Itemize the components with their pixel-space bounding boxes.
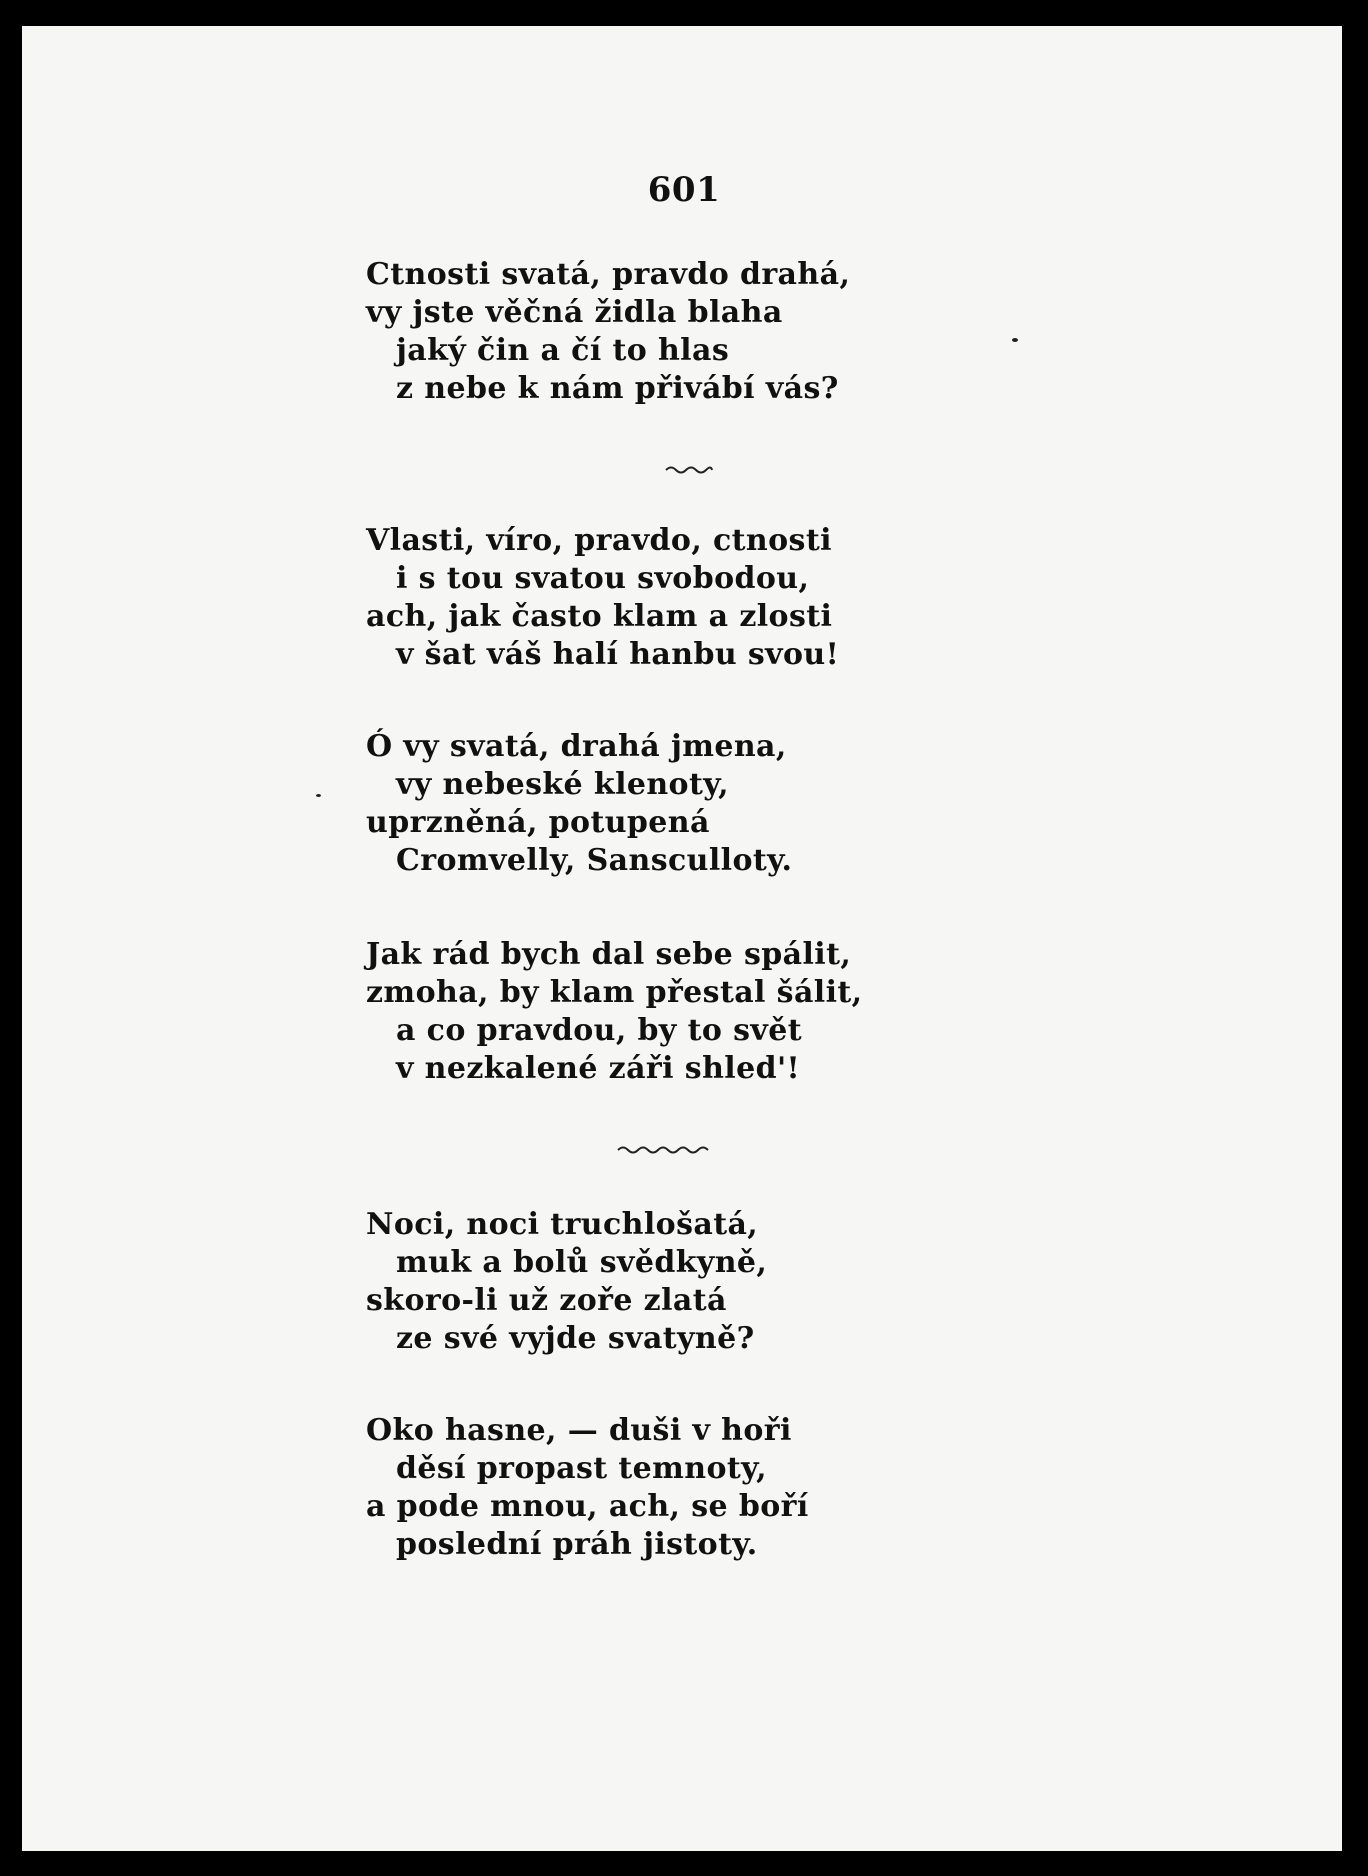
poem-line: uprzněná, potupená: [366, 805, 710, 840]
poem-line: Ctnosti svatá, pravdo drahá,: [366, 257, 851, 292]
poem-line: Jak rád bych dal sebe spálit,: [366, 937, 852, 972]
poem-line: vy jste věčná židla blaha: [366, 295, 783, 330]
poem-line: Cromvelly, Sansculloty.: [396, 843, 793, 878]
poem-line: zmoha, by klam přestal šálit,: [366, 975, 863, 1010]
scan-speck: [316, 794, 321, 797]
poem-line: vy nebeské klenoty,: [396, 767, 730, 802]
poem-line: a pode mnou, ach, se boří: [366, 1489, 809, 1524]
poem-line: v nezkalené záři shled'!: [396, 1051, 801, 1086]
poem-line: skoro-li už zoře zlatá: [366, 1283, 727, 1318]
poem-line: Oko hasne, — duši v hoři: [366, 1413, 792, 1448]
poem-line: muk a bolů svědkyně,: [396, 1245, 768, 1280]
poem-line: Noci, noci truchlošatá,: [366, 1207, 759, 1242]
poem-line: ze své vyjde svatyně?: [396, 1321, 755, 1356]
ornamental-divider: [664, 464, 714, 476]
poem-line: v šat váš halí hanbu svou!: [396, 637, 840, 672]
stanza-1: [366, 256, 850, 408]
poem-line: ach, jak často klam a zlosti: [366, 599, 833, 634]
stanza-2: [366, 522, 839, 674]
poem-line: i s tou svatou svobodou,: [396, 561, 810, 596]
ornamental-divider: [616, 1144, 712, 1156]
stanza-4: [366, 936, 863, 1088]
poem-line: Ó vy svatá, drahá jmena,: [366, 729, 787, 764]
poem-line: Vlasti, víro, pravdo, ctnosti: [366, 523, 832, 558]
stanza-3: [366, 728, 792, 880]
stanza-6: [366, 1412, 809, 1564]
page-number: 601: [647, 170, 721, 210]
poem-line: poslední práh jistoty.: [396, 1527, 758, 1562]
poem-line: děsí propast temnoty,: [396, 1451, 767, 1486]
poem-line: z nebe k nám přivábí vás?: [396, 371, 839, 406]
scan-speck: [1012, 338, 1018, 342]
poem-line: jaký čin a čí to hlas: [396, 333, 730, 368]
stanza-5: [366, 1206, 767, 1358]
poem-line: a co pravdou, by to svět: [396, 1013, 802, 1048]
